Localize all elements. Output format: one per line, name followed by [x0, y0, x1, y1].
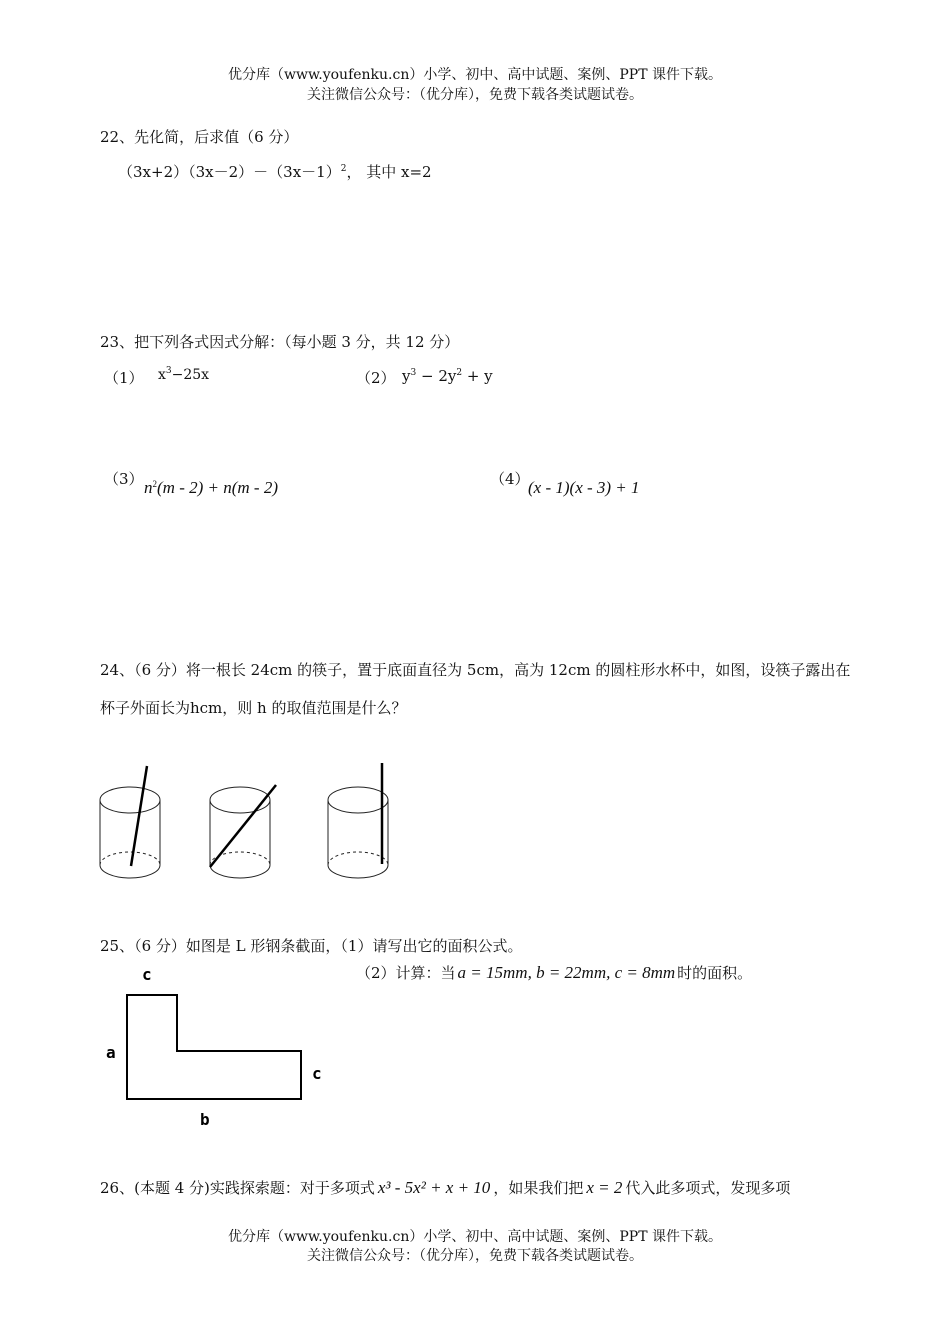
- q25-part2: [356, 962, 752, 983]
- q26-prefix: 26、(本题 4 分)实践探索题：对于多项式: [100, 1179, 375, 1197]
- q26-mid: ，如果我们把: [493, 1179, 584, 1197]
- q22-title: 22、先化简，后求值（6 分）: [100, 128, 299, 146]
- q23-part1-label: （1）: [104, 369, 144, 387]
- label-c-right: c: [312, 1064, 322, 1083]
- q23-part4-expression: (x - 1)(x - 3) + 1: [528, 478, 640, 497]
- cylinder-2: [210, 787, 270, 878]
- q23-p2-b: − 2y: [416, 367, 457, 385]
- q22-expression: [118, 161, 432, 182]
- l-shape-outline: [127, 995, 301, 1099]
- q23-p2-c: + y: [462, 367, 493, 385]
- q25-part2-prefix: （2）计算：当: [356, 964, 456, 982]
- q22-expr-main: （3x+2）（3x－2）－（3x－1）: [118, 163, 341, 181]
- q23-p3-exp: 2: [152, 479, 157, 489]
- chopstick-2: [210, 785, 276, 867]
- q23-p2-exp1: 3: [410, 368, 417, 378]
- q23-title: 23、把下列各式因式分解：（每小题 3 分，共 12 分）: [100, 333, 460, 351]
- q23-p3-n: n: [144, 478, 153, 497]
- q22-expr-exponent: 2: [340, 164, 347, 174]
- q23-part2-label: （2）: [356, 369, 396, 387]
- label-a: a: [106, 1043, 116, 1062]
- q26-suffix: 代入此多项式，发现多项: [625, 1179, 791, 1197]
- footer-line-1: 优分库（www.youfenku.cn）小学、初中、高中试题、案例、PPT 课件下载。: [227, 1229, 722, 1245]
- q22-expr-tail: ， 其中 x=2: [346, 163, 432, 181]
- q23-p2-a: y: [402, 367, 411, 385]
- q23-part2-expression: [402, 367, 493, 385]
- q23-p1-exp: 3: [165, 366, 172, 376]
- header-line-2: 关注微信公众号：（优分库），免费下载各类试题试卷。: [307, 87, 643, 103]
- q25-part2-suffix: 时的面积。: [677, 964, 753, 982]
- cylinders-figure: [95, 760, 405, 885]
- q23-part4-label: （4）: [490, 470, 530, 488]
- label-b: b: [200, 1110, 210, 1129]
- q25-title: 25、（6 分）如图是 L 形钢条截面，（1）请写出它的面积公式。: [100, 937, 523, 955]
- q23-p1-b: −25x: [171, 367, 210, 383]
- label-c-top: c: [142, 965, 152, 984]
- header-line-1: 优分库（www.youfenku.cn）小学、初中、高中试题、案例、PPT 课件下载。: [227, 67, 722, 83]
- footer-line-2: 关注微信公众号：（优分库），免费下载各类试题试卷。: [307, 1248, 643, 1264]
- q24-text: 24、（6 分）将一根长 24cm 的筷子，置于底面直径为 5cm，高为 12cm 的圆柱形水杯中，如图，设筷子露出在杯子外面长为hcm，则 h 的取值范围是什么？: [100, 661, 851, 717]
- q23-p2-exp2: 2: [456, 368, 463, 378]
- q23-part3-expression: [144, 478, 278, 498]
- q23-part1-expression: [158, 367, 209, 383]
- q23-p1-a: x: [158, 367, 166, 383]
- q25-part2-expression: a = 15mm, b = 22mm, c = 8mm: [457, 963, 676, 982]
- q23-p3-rest: (m - 2) + n(m - 2): [157, 478, 278, 497]
- q26-substitution: x = 2: [586, 1178, 623, 1197]
- l-shape-figure: [100, 962, 340, 1137]
- q26-text: [100, 1177, 790, 1198]
- q26-polynomial: x³ - 5x² + x + 10: [377, 1178, 491, 1197]
- chopstick-1: [131, 766, 147, 866]
- q23-part3-label: （3）: [104, 470, 144, 488]
- cylinder-3: [328, 787, 388, 878]
